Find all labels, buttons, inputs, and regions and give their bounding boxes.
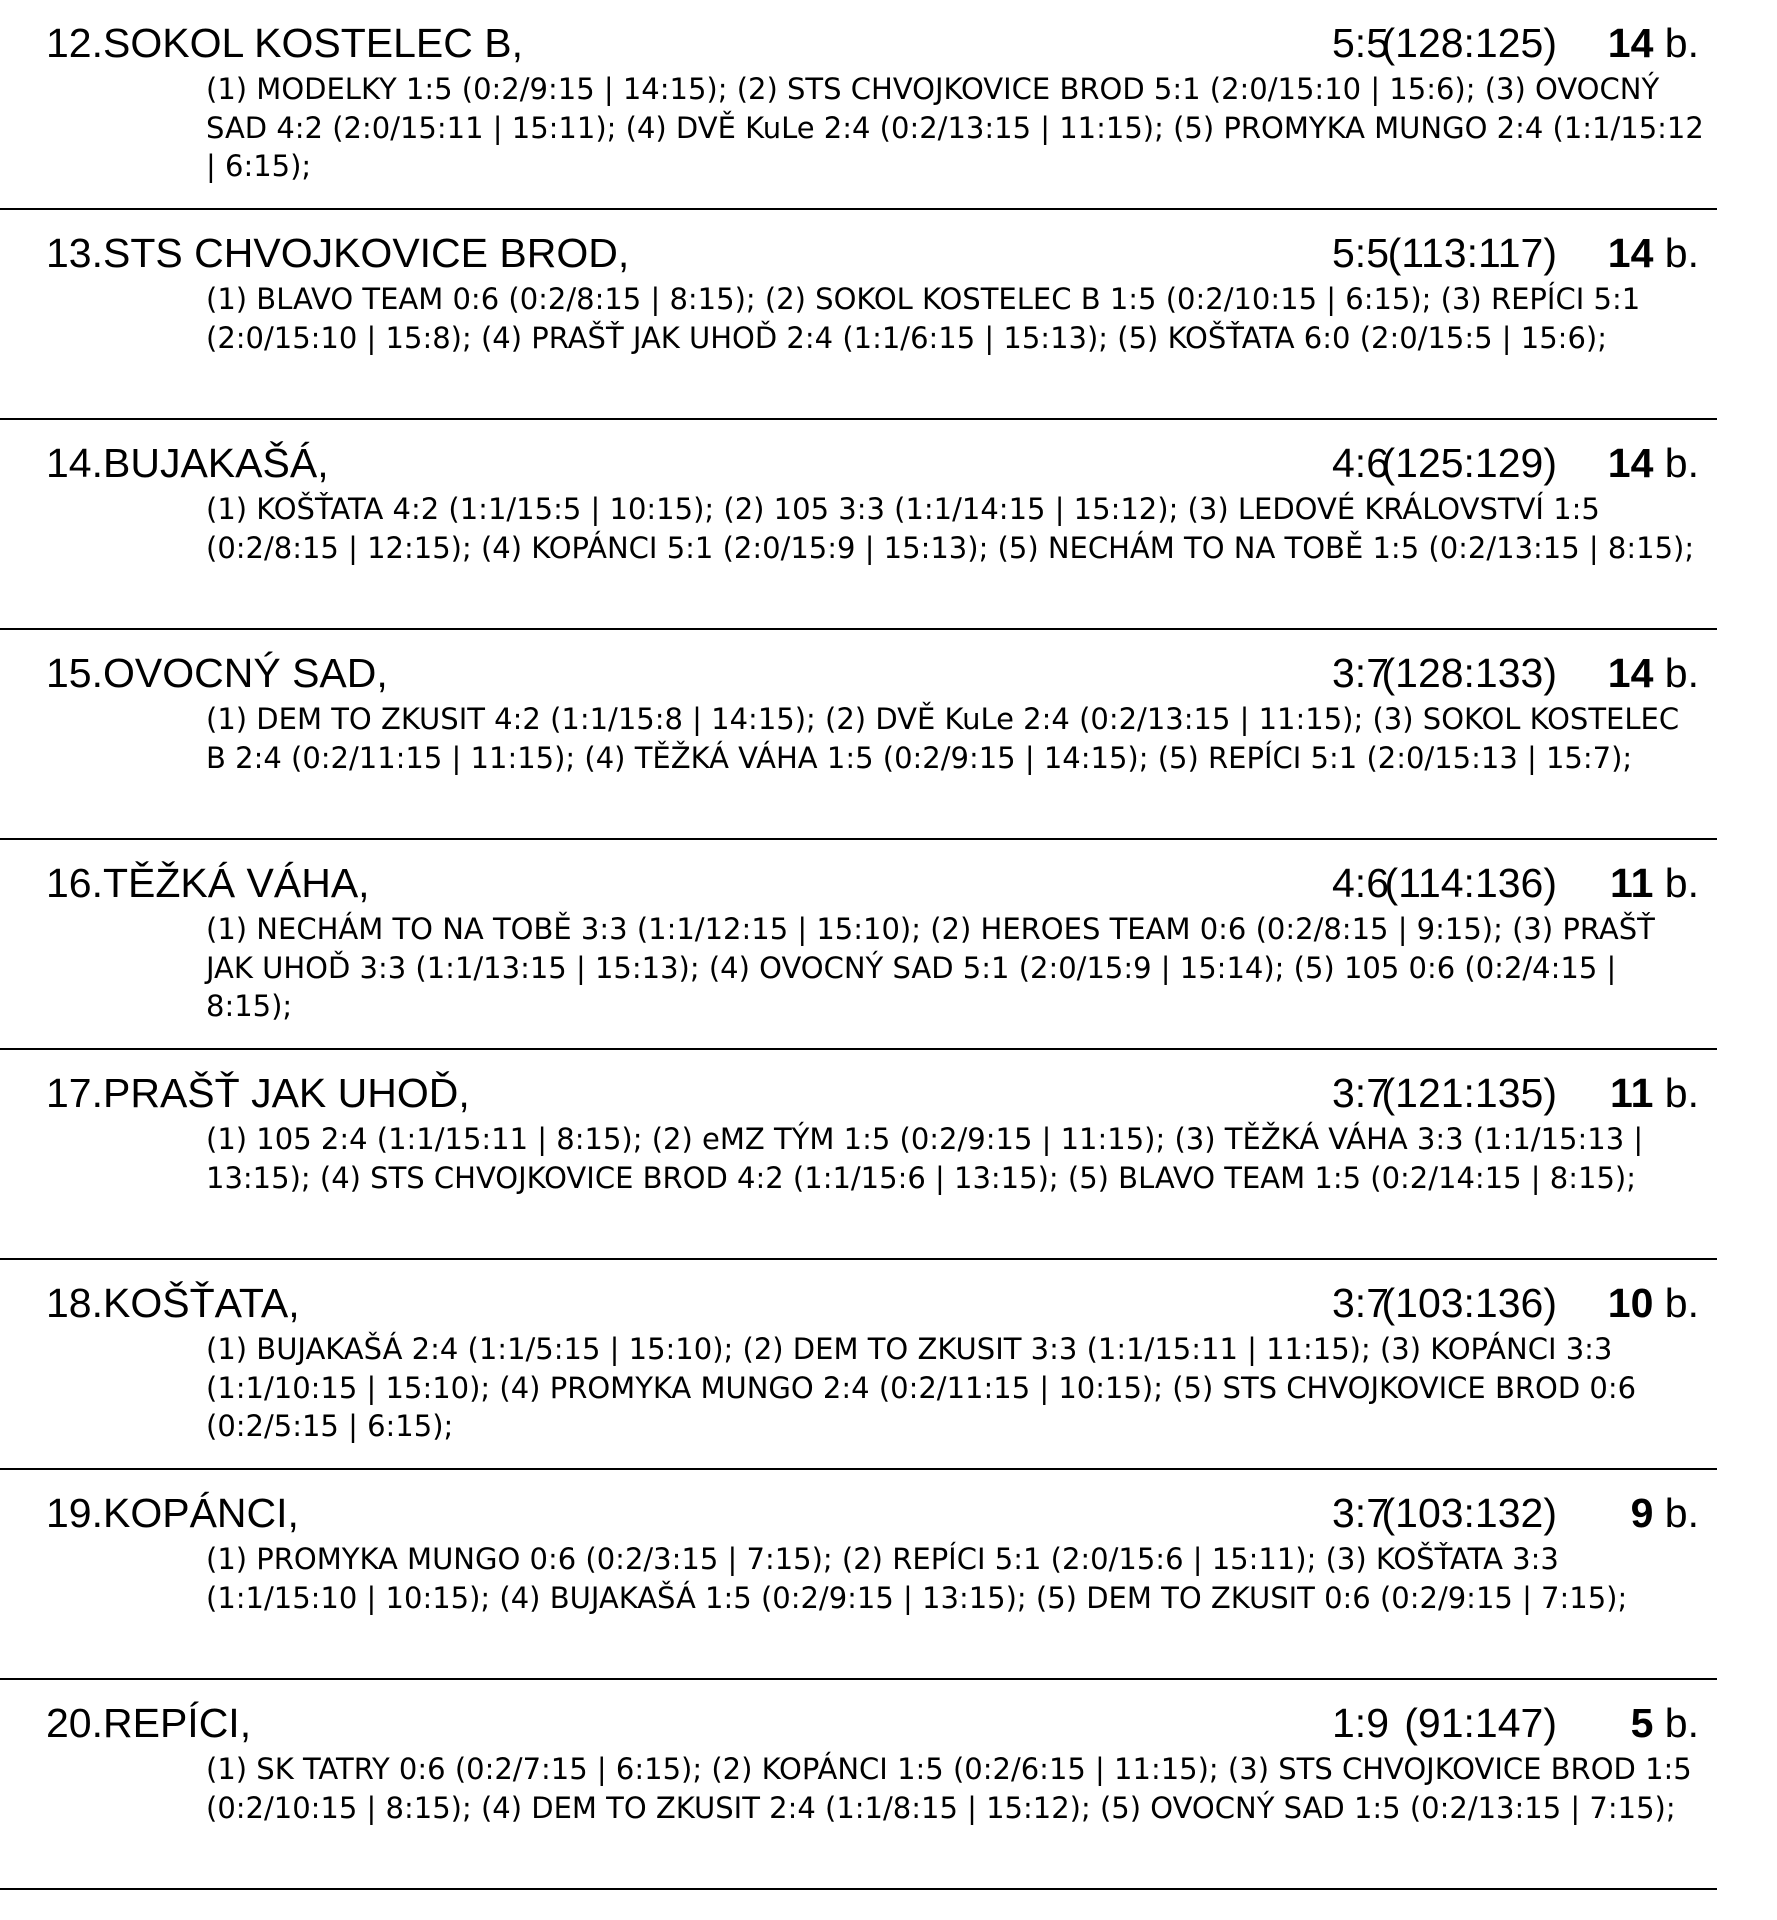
team-rank: 16. xyxy=(46,860,103,906)
points-total xyxy=(1631,1490,1699,1536)
team-name: PRAŠŤ JAK UHOĎ, xyxy=(103,1070,470,1116)
points-total xyxy=(1610,860,1699,906)
sets-score: 5:5 xyxy=(1332,230,1389,276)
points-unit: b. xyxy=(1664,650,1699,696)
match-results: (1) BLAVO TEAM 0:6 (0:2/8:15 | 8:15); (2) SOKOL KOSTELEC B 1:5 (0:2/10:15 | 6:15); (3) REPÍCI 5:1 (2:0/15:10 | 15:8); (4) PRAŠŤ JAK UHOĎ 2:4 (1:1/6:15 | 15:13); (5) KOŠŤATA 6:0 (2:0/15:5 | 15:6); xyxy=(206,282,1641,355)
team-heading xyxy=(46,230,629,276)
standing-entry-16 xyxy=(0,840,1717,1050)
points-total xyxy=(1608,650,1699,696)
points-unit: b. xyxy=(1664,1280,1699,1326)
points-value: 14 xyxy=(1607,650,1654,696)
points-value: 14 xyxy=(1607,20,1654,66)
team-heading xyxy=(46,860,370,906)
points-value: 5 xyxy=(1630,1700,1654,1746)
team-rank: 15. xyxy=(46,650,103,696)
points-total xyxy=(1608,20,1699,66)
points-value: 10 xyxy=(1607,1280,1654,1326)
points-total xyxy=(1608,1280,1699,1326)
points-value: 9 xyxy=(1630,1490,1654,1536)
match-results: (1) DEM TO ZKUSIT 4:2 (1:1/15:8 | 14:15); (2) DVĚ KuLe 2:4 (0:2/13:15 | 11:15); (3) SOKOL KOSTELEC B 2:4 (0:2/11:15 | 11:15); (4) TĚŽKÁ VÁHA 1:5 (0:2/9:15 | 14:15); (5) REPÍCI 5:1 (2:0/15:13 | 15:7); xyxy=(206,702,1680,775)
balls-score: (103:136) xyxy=(1381,1280,1557,1326)
balls-score: (128:133) xyxy=(1381,650,1557,696)
standing-entry-18 xyxy=(0,1260,1717,1470)
standing-entry-12 xyxy=(0,0,1717,210)
points-total xyxy=(1608,440,1699,486)
match-results: (1) PROMYKA MUNGO 0:6 (0:2/3:15 | 7:15); (2) REPÍCI 5:1 (2:0/15:6 | 15:11); (3) KOŠŤATA 3:3 (1:1/15:10 | 10:15); (4) BUJAKAŠÁ 1:5 (0:2/9:15 | 13:15); (5) DEM TO ZKUSIT 0:6 (0:2/9:15 | 7:15); xyxy=(206,1542,1628,1615)
points-unit: b. xyxy=(1664,440,1699,486)
points-unit: b. xyxy=(1664,1490,1699,1536)
team-name: OVOCNÝ SAD, xyxy=(103,650,388,696)
balls-score: (114:136) xyxy=(1384,860,1557,906)
balls-score: (91:147) xyxy=(1404,1700,1557,1746)
team-rank: 17. xyxy=(46,1070,103,1116)
standing-entry-13 xyxy=(0,210,1717,420)
team-heading xyxy=(46,1070,470,1116)
sets-score: 5:5 xyxy=(1332,20,1389,66)
points-total xyxy=(1608,230,1699,276)
team-name: REPÍCI, xyxy=(103,1700,252,1746)
points-value: 14 xyxy=(1607,440,1654,486)
points-value: 11 xyxy=(1610,860,1654,906)
balls-score: (125:129) xyxy=(1381,440,1557,486)
team-heading xyxy=(46,650,388,696)
balls-score: (128:125) xyxy=(1381,20,1557,66)
team-rank: 20. xyxy=(46,1700,103,1746)
team-heading xyxy=(46,1280,300,1326)
points-total xyxy=(1631,1700,1699,1746)
standing-entry-19 xyxy=(0,1470,1717,1680)
points-total xyxy=(1610,1070,1699,1116)
team-heading xyxy=(46,440,329,486)
standing-entry-17 xyxy=(0,1050,1717,1260)
sets-score: 3:7 xyxy=(1332,650,1389,696)
team-rank: 19. xyxy=(46,1490,103,1536)
team-rank: 12. xyxy=(46,20,103,66)
match-results: (1) NECHÁM TO NA TOBĚ 3:3 (1:1/12:15 | 15:10); (2) HEROES TEAM 0:6 (0:2/8:15 | 9:15); (3) PRAŠŤ JAK UHOĎ 3:3 (1:1/13:15 | 15:13); (4) OVOCNÝ SAD 5:1 (2:0/15:9 | 15:14); (5) 105 0:6 (0:2/4:15 | 8:15); xyxy=(206,912,1655,1023)
points-unit: b. xyxy=(1664,1700,1699,1746)
team-heading xyxy=(46,20,523,66)
standing-entry-14 xyxy=(0,420,1717,630)
balls-score: (103:132) xyxy=(1381,1490,1557,1536)
points-unit: b. xyxy=(1664,20,1699,66)
sets-score: 3:7 xyxy=(1332,1070,1389,1116)
points-value: 11 xyxy=(1610,1070,1654,1116)
points-unit: b. xyxy=(1664,860,1699,906)
match-results: (1) SK TATRY 0:6 (0:2/7:15 | 6:15); (2) KOPÁNCI 1:5 (0:2/6:15 | 11:15); (3) STS CHVOJKOVICE BROD 1:5 (0:2/10:15 | 8:15); (4) DEM TO ZKUSIT 2:4 (1:1/8:15 | 15:12); (5) OVOCNÝ SAD 1:5 (0:2/13:15 | 7:15); xyxy=(206,1752,1692,1825)
sets-score: 4:6 xyxy=(1332,440,1389,486)
team-name: BUJAKAŠÁ, xyxy=(103,440,329,486)
sets-score: 4:6 xyxy=(1332,860,1389,906)
match-results: (1) KOŠŤATA 4:2 (1:1/15:5 | 10:15); (2) 105 3:3 (1:1/14:15 | 15:12); (3) LEDOVÉ KRÁLOVSTVÍ 1:5 (0:2/8:15 | 12:15); (4) KOPÁNCI 5:1 (2:0/15:9 | 15:13); (5) NECHÁM TO NA TOBĚ 1:5 (0:2/13:15 | 8:15); xyxy=(206,492,1695,565)
team-name: TĚŽKÁ VÁHA, xyxy=(103,860,370,906)
team-rank: 13. xyxy=(46,230,103,276)
team-heading xyxy=(46,1700,251,1746)
sets-score: 1:9 xyxy=(1332,1700,1389,1746)
team-name: STS CHVOJKOVICE BROD, xyxy=(103,230,630,276)
balls-score: (113:117) xyxy=(1387,230,1557,276)
team-name: SOKOL KOSTELEC B, xyxy=(103,20,524,66)
balls-score: (121:135) xyxy=(1381,1070,1557,1116)
match-results: (1) 105 2:4 (1:1/15:11 | 8:15); (2) eMZ TÝM 1:5 (0:2/9:15 | 11:15); (3) TĚŽKÁ VÁHA 3:3 (1:1/15:13 | 13:15); (4) STS CHVOJKOVICE BROD 4:2 (1:1/15:6 | 13:15); (5) BLAVO TEAM 1:5 (0:2/14:15 | 8:15); xyxy=(206,1122,1644,1195)
points-unit: b. xyxy=(1664,230,1699,276)
match-results: (1) BUJAKAŠÁ 2:4 (1:1/5:15 | 15:10); (2) DEM TO ZKUSIT 3:3 (1:1/15:11 | 11:15); (3) KOPÁNCI 3:3 (1:1/10:15 | 15:10); (4) PROMYKA MUNGO 2:4 (0:2/11:15 | 10:15); (5) STS CHVOJKOVICE BROD 0:6 (0:2/5:15 | 6:15); xyxy=(206,1332,1637,1443)
match-results: (1) MODELKY 1:5 (0:2/9:15 | 14:15); (2) STS CHVOJKOVICE BROD 5:1 (2:0/15:10 | 15:6); (3) OVOCNÝ SAD 4:2 (2:0/15:11 | 15:11); (4) DVĚ KuLe 2:4 (0:2/13:15 | 11:15); (5) PROMYKA MUNGO 2:4 (1:1/15:12 | 6:15); xyxy=(206,72,1704,183)
points-unit: b. xyxy=(1664,1070,1699,1116)
team-rank: 14. xyxy=(46,440,103,486)
team-heading xyxy=(46,1490,299,1536)
standing-entry-20 xyxy=(0,1680,1717,1890)
standing-entry-15 xyxy=(0,630,1717,840)
team-name: KOŠŤATA, xyxy=(103,1280,300,1326)
points-value: 14 xyxy=(1607,230,1654,276)
team-name: KOPÁNCI, xyxy=(103,1490,299,1536)
sets-score: 3:7 xyxy=(1332,1280,1389,1326)
team-rank: 18. xyxy=(46,1280,103,1326)
sets-score: 3:7 xyxy=(1332,1490,1389,1536)
